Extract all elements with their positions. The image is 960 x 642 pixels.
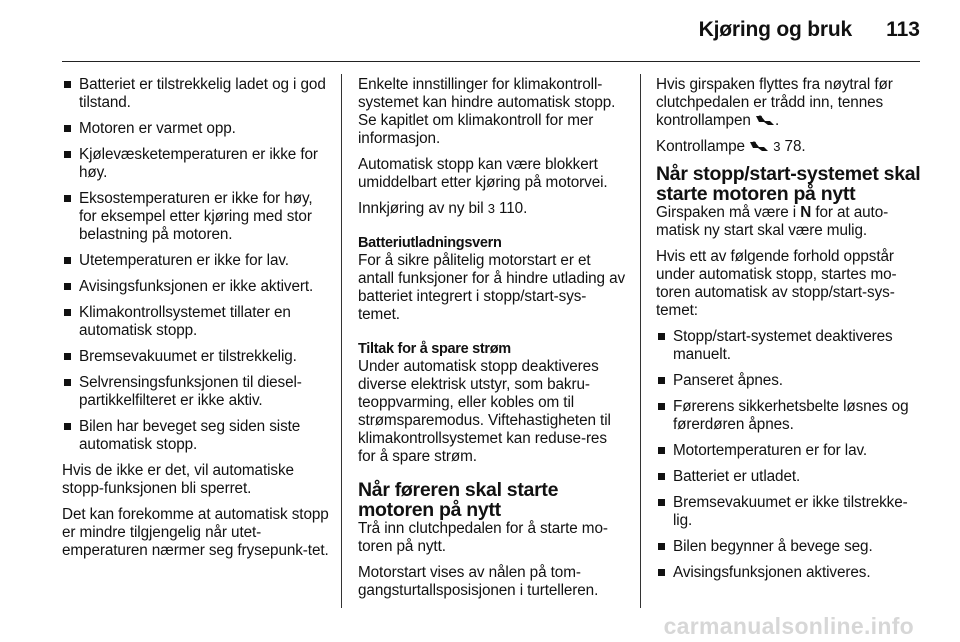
list-item: Motoren er varmet opp. <box>62 120 330 138</box>
paragraph: Under automatisk stopp deaktiveres diverse elektrisk utstyr, som bakru-teoppvarming, eller kobles om til strømsparemodus. Viftehastigheten til klimakontrollsystemet kan reduse-res for å spare strøm. <box>358 358 611 465</box>
section-heading: Når føreren skal starte motoren på nytt <box>358 479 559 521</box>
header-divider <box>62 61 920 62</box>
list-item: Kjølevæsketemperaturen er ikke for høy. <box>62 146 330 182</box>
list-item: Avisingsfunksjonen er ikke aktivert. <box>62 278 330 296</box>
list-item: Stopp/start-systemet deaktiveres manuelt. <box>656 328 924 364</box>
paragraph: For å sikre pålitelig motorstart er et antall funksjoner for å hindre utlading av batteriet integrert i stopp/start-sys-temet. <box>358 252 626 323</box>
column-3 <box>656 76 924 590</box>
paragraph: Enkelte innstillinger for klimakontroll-systemet kan hindre automatisk stopp. Se kapitlet om klimakontroll for mer informasjon. <box>358 76 616 147</box>
paragraph: Hvis ett av følgende forhold oppstår under automatisk stopp, startes mo-toren automatisk av stopp/start-sys-temet: <box>656 248 897 319</box>
list-item: Bremsevakuumet er ikke tilstrekke-lig. <box>656 494 924 530</box>
restart-condition-list <box>656 328 924 582</box>
column-1 <box>62 76 330 568</box>
list-item: Eksostemperaturen er ikke for høy, for eksempel etter kjøring med stor belastning på motoren. <box>62 190 330 244</box>
paragraph: Hvis girspaken flyttes fra nøytral før clutchpedalen er trådd inn, tennes kontrollampen . <box>656 76 893 129</box>
paragraph: Hvis de ikke er det, vil automatiske stopp-funksjonen bli sperret. <box>62 462 294 497</box>
gearshift-warning-lamp-icon <box>755 114 775 126</box>
list-item: Førerens sikkerhetsbelte løsnes og førerdøren åpnes. <box>656 398 924 434</box>
list-item: Selvrensingsfunksjonen til diesel-partikkelfilteret er ikke aktiv. <box>62 374 330 410</box>
paragraph: Girspaken må være i N for at auto-matisk ny start skal være mulig. <box>656 204 889 239</box>
column-2 <box>358 76 626 608</box>
paragraph <box>358 200 626 218</box>
reference-text: Innkjøring av ny bil <box>358 200 484 217</box>
paragraph: Trå inn clutchpedalen for å starte mo-toren på nytt. <box>358 520 608 555</box>
watermark: carmanualsonline.info <box>663 613 914 639</box>
list-item: Bilen begynner å bevege seg. <box>656 538 924 556</box>
condition-list <box>62 76 330 454</box>
page-reference-icon: 3 <box>773 139 781 154</box>
list-item: Bremsevakuumet er tilstrekkelig. <box>62 348 330 366</box>
paragraph: Automatisk stopp kan være blokkert umiddelbart etter kjøring på motorvei. <box>358 156 608 191</box>
list-item: Batteriet er tilstrekkelig ladet og i god tilstand. <box>62 76 330 112</box>
gearshift-warning-lamp-icon <box>749 140 769 152</box>
list-item: Avisingsfunksjonen aktiveres. <box>656 564 924 582</box>
gear-neutral-label: N <box>800 204 812 221</box>
page-reference-number[interactable]: 78. <box>784 138 806 155</box>
paragraph: Motorstart vises av nålen på tom-gangsturtallsposisjonen i turtelleren. <box>358 564 599 599</box>
page-reference-number[interactable]: 110. <box>498 200 528 217</box>
list-item: Motortemperaturen er for lav. <box>656 442 924 460</box>
paragraph: Kontrollampe 3 78. <box>656 138 806 155</box>
subheading: Batteriutladningsvern <box>358 235 502 251</box>
column-divider <box>341 74 342 608</box>
list-item: Bilen har beveget seg siden siste automatisk stopp. <box>62 418 330 454</box>
section-heading: Når stopp/start-systemet skal starte motoren på nytt <box>656 163 921 205</box>
list-item: Panseret åpnes. <box>656 372 924 390</box>
list-item: Klimakontrollsystemet tillater en automatisk stopp. <box>62 304 330 340</box>
page-header <box>0 0 960 64</box>
column-divider <box>640 74 641 608</box>
section-title: Kjøring og bruk <box>698 18 852 41</box>
subheading: Tiltak for å spare strøm <box>358 341 511 357</box>
paragraph: Det kan forekomme at automatisk stopp er mindre tilgjengelig når utet-emperaturen nærmer seg frysepunk-tet. <box>62 506 329 559</box>
page-reference-icon: 3 <box>487 201 495 216</box>
page-number: 113 <box>886 18 920 41</box>
list-item: Utetemperaturen er ikke for lav. <box>62 252 330 270</box>
list-item: Batteriet er utladet. <box>656 468 924 486</box>
